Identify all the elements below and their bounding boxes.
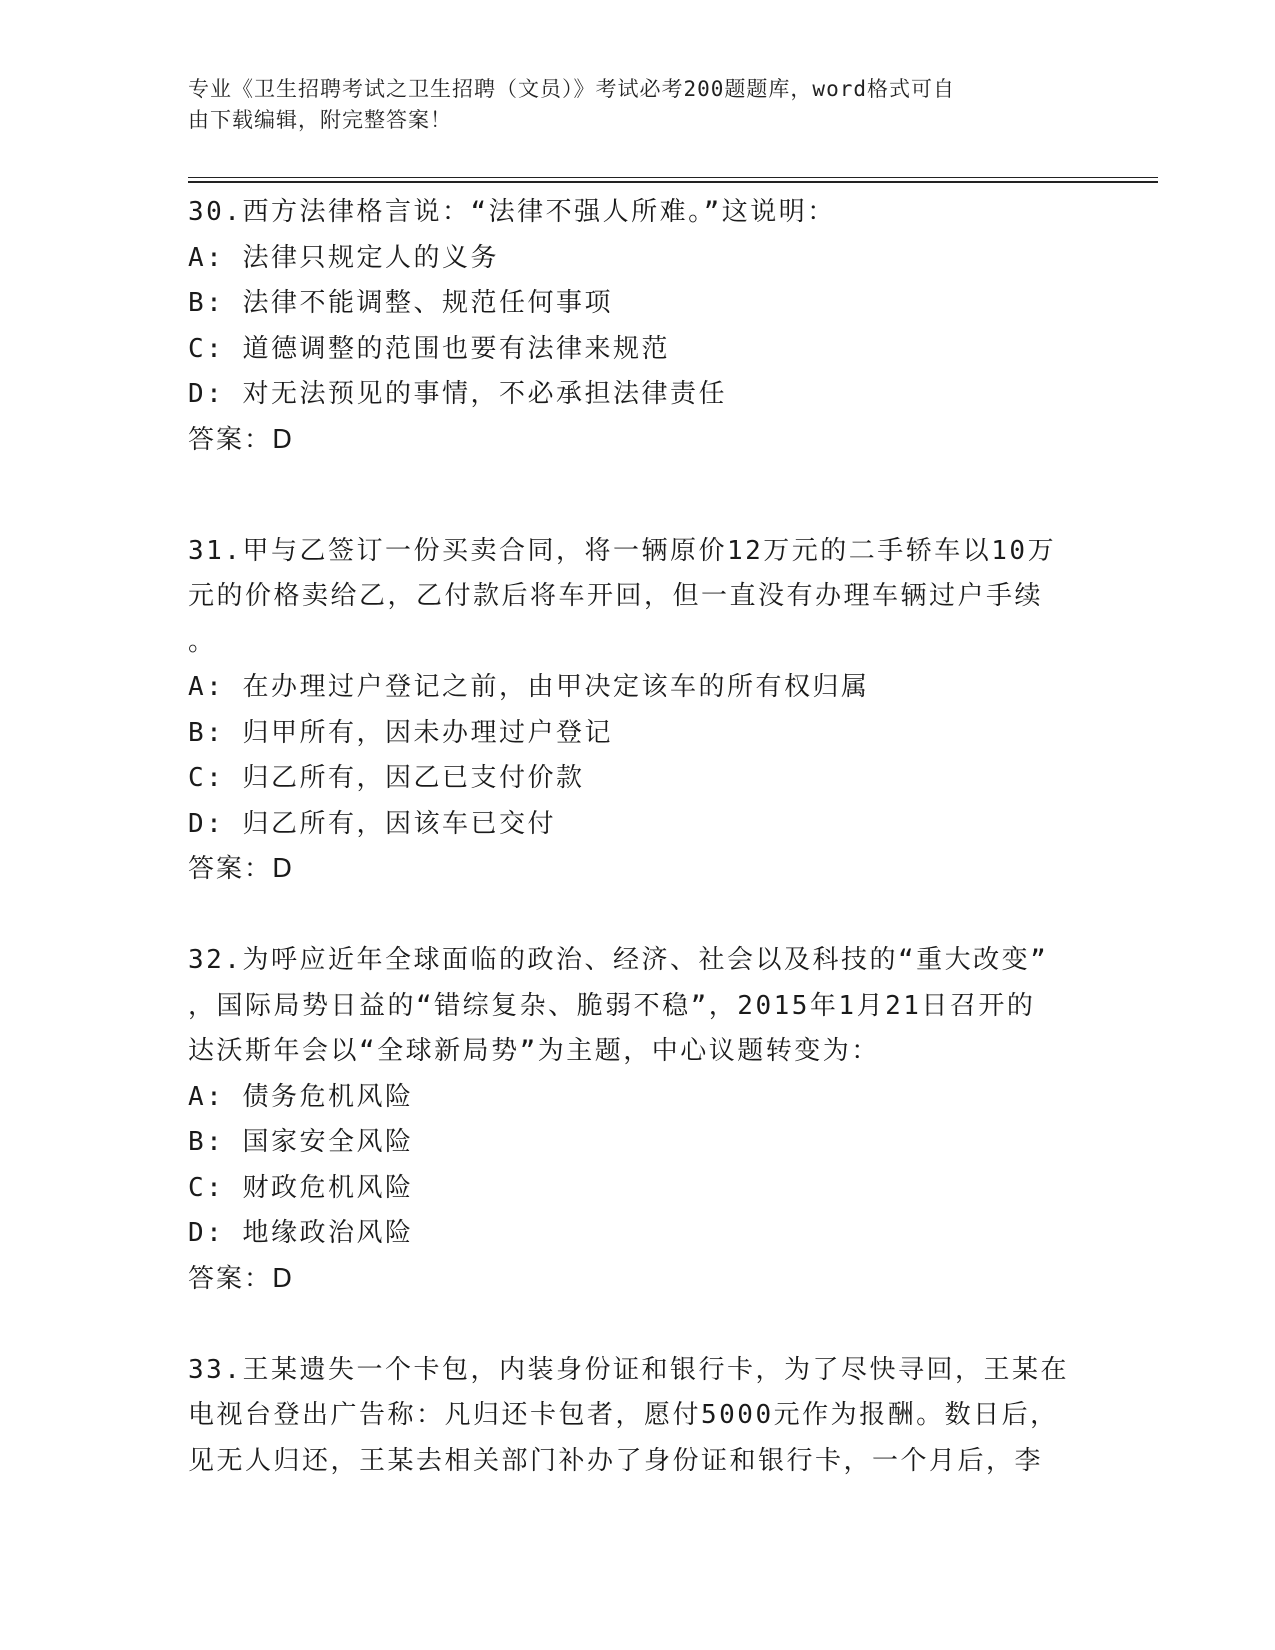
option-c: C: 归乙所有，因乙已支付价款 — [188, 763, 585, 793]
question-31 — [188, 529, 1088, 893]
question-spacer — [188, 1302, 1088, 1348]
option-b: B: 国家安全风险 — [188, 1127, 414, 1157]
option-c: C: 财政危机风险 — [188, 1172, 414, 1203]
question-spacer — [188, 463, 1088, 509]
question-stem: 。 — [188, 626, 217, 657]
option-d: D: 对无法预见的事情，不必承担法律责任 — [188, 379, 727, 409]
option-a: A: 在办理过户登记之前，由甲决定该车的所有权归属 — [188, 672, 870, 702]
answer-label: 答案：D — [188, 424, 295, 455]
option-a: A: 法律只规定人的义务 — [188, 242, 499, 273]
header-line-1: 专业《卫生招聘考试之卫生招聘（文员）》考试必考200题题库，word格式可自 — [188, 77, 955, 101]
question-stem: 33.王某遗失一个卡包，内装身份证和银行卡，为了尽快寻回，王某在 — [188, 1354, 1069, 1385]
option-b: B: 法律不能调整、规范任何事项 — [188, 288, 613, 318]
question-32 — [188, 938, 1088, 1302]
document-header — [188, 74, 1088, 136]
question-stem: 元的价格卖给乙，乙付款后将车开回，但一直没有办理车辆过户手续 — [188, 581, 1044, 611]
question-stem: 32.为呼应近年全球面临的政治、经济、社会以及科技的“重大改变” — [188, 945, 1049, 975]
question-stem: 见无人归还，王某去相关部门补办了身份证和银行卡，一个月后，李 — [188, 1445, 1044, 1476]
header-line-2: 由下载编辑，附完整答案！ — [188, 108, 452, 132]
option-d: D: 地缘政治风险 — [188, 1218, 414, 1248]
question-spacer — [188, 893, 1088, 939]
option-c: C: 道德调整的范围也要有法律来规范 — [188, 333, 670, 364]
option-b: B: 归甲所有，因未办理过户登记 — [188, 717, 613, 748]
question-list — [188, 190, 1088, 1484]
question-stem: 达沃斯年会以“全球新局势”为主题，中心议题转变为： — [188, 1036, 880, 1066]
question-30 — [188, 190, 1088, 463]
header-divider-thin — [188, 177, 1158, 178]
question-stem: 电视台登出广告称：凡归还卡包者，愿付5000元作为报酬。数日后， — [188, 1400, 1059, 1430]
answer-label: 答案：D — [188, 854, 295, 884]
question-stem: ，国际局势日益的“错综复杂、脆弱不稳”，2015年1月21日召开的 — [188, 990, 1036, 1021]
question-spacer — [188, 509, 1088, 529]
header-divider-thick — [188, 181, 1158, 183]
option-d: D: 归乙所有，因该车已交付 — [188, 808, 556, 839]
question-stem: 31.甲与乙签订一份买卖合同，将一辆原价12万元的二手轿车以10万 — [188, 535, 1057, 566]
option-a: A: 债务危机风险 — [188, 1081, 414, 1112]
answer-label: 答案：D — [188, 1263, 295, 1294]
question-stem: 30.西方法律格言说：“法律不强人所难。”这说明： — [188, 197, 836, 227]
question-33 — [188, 1348, 1088, 1485]
